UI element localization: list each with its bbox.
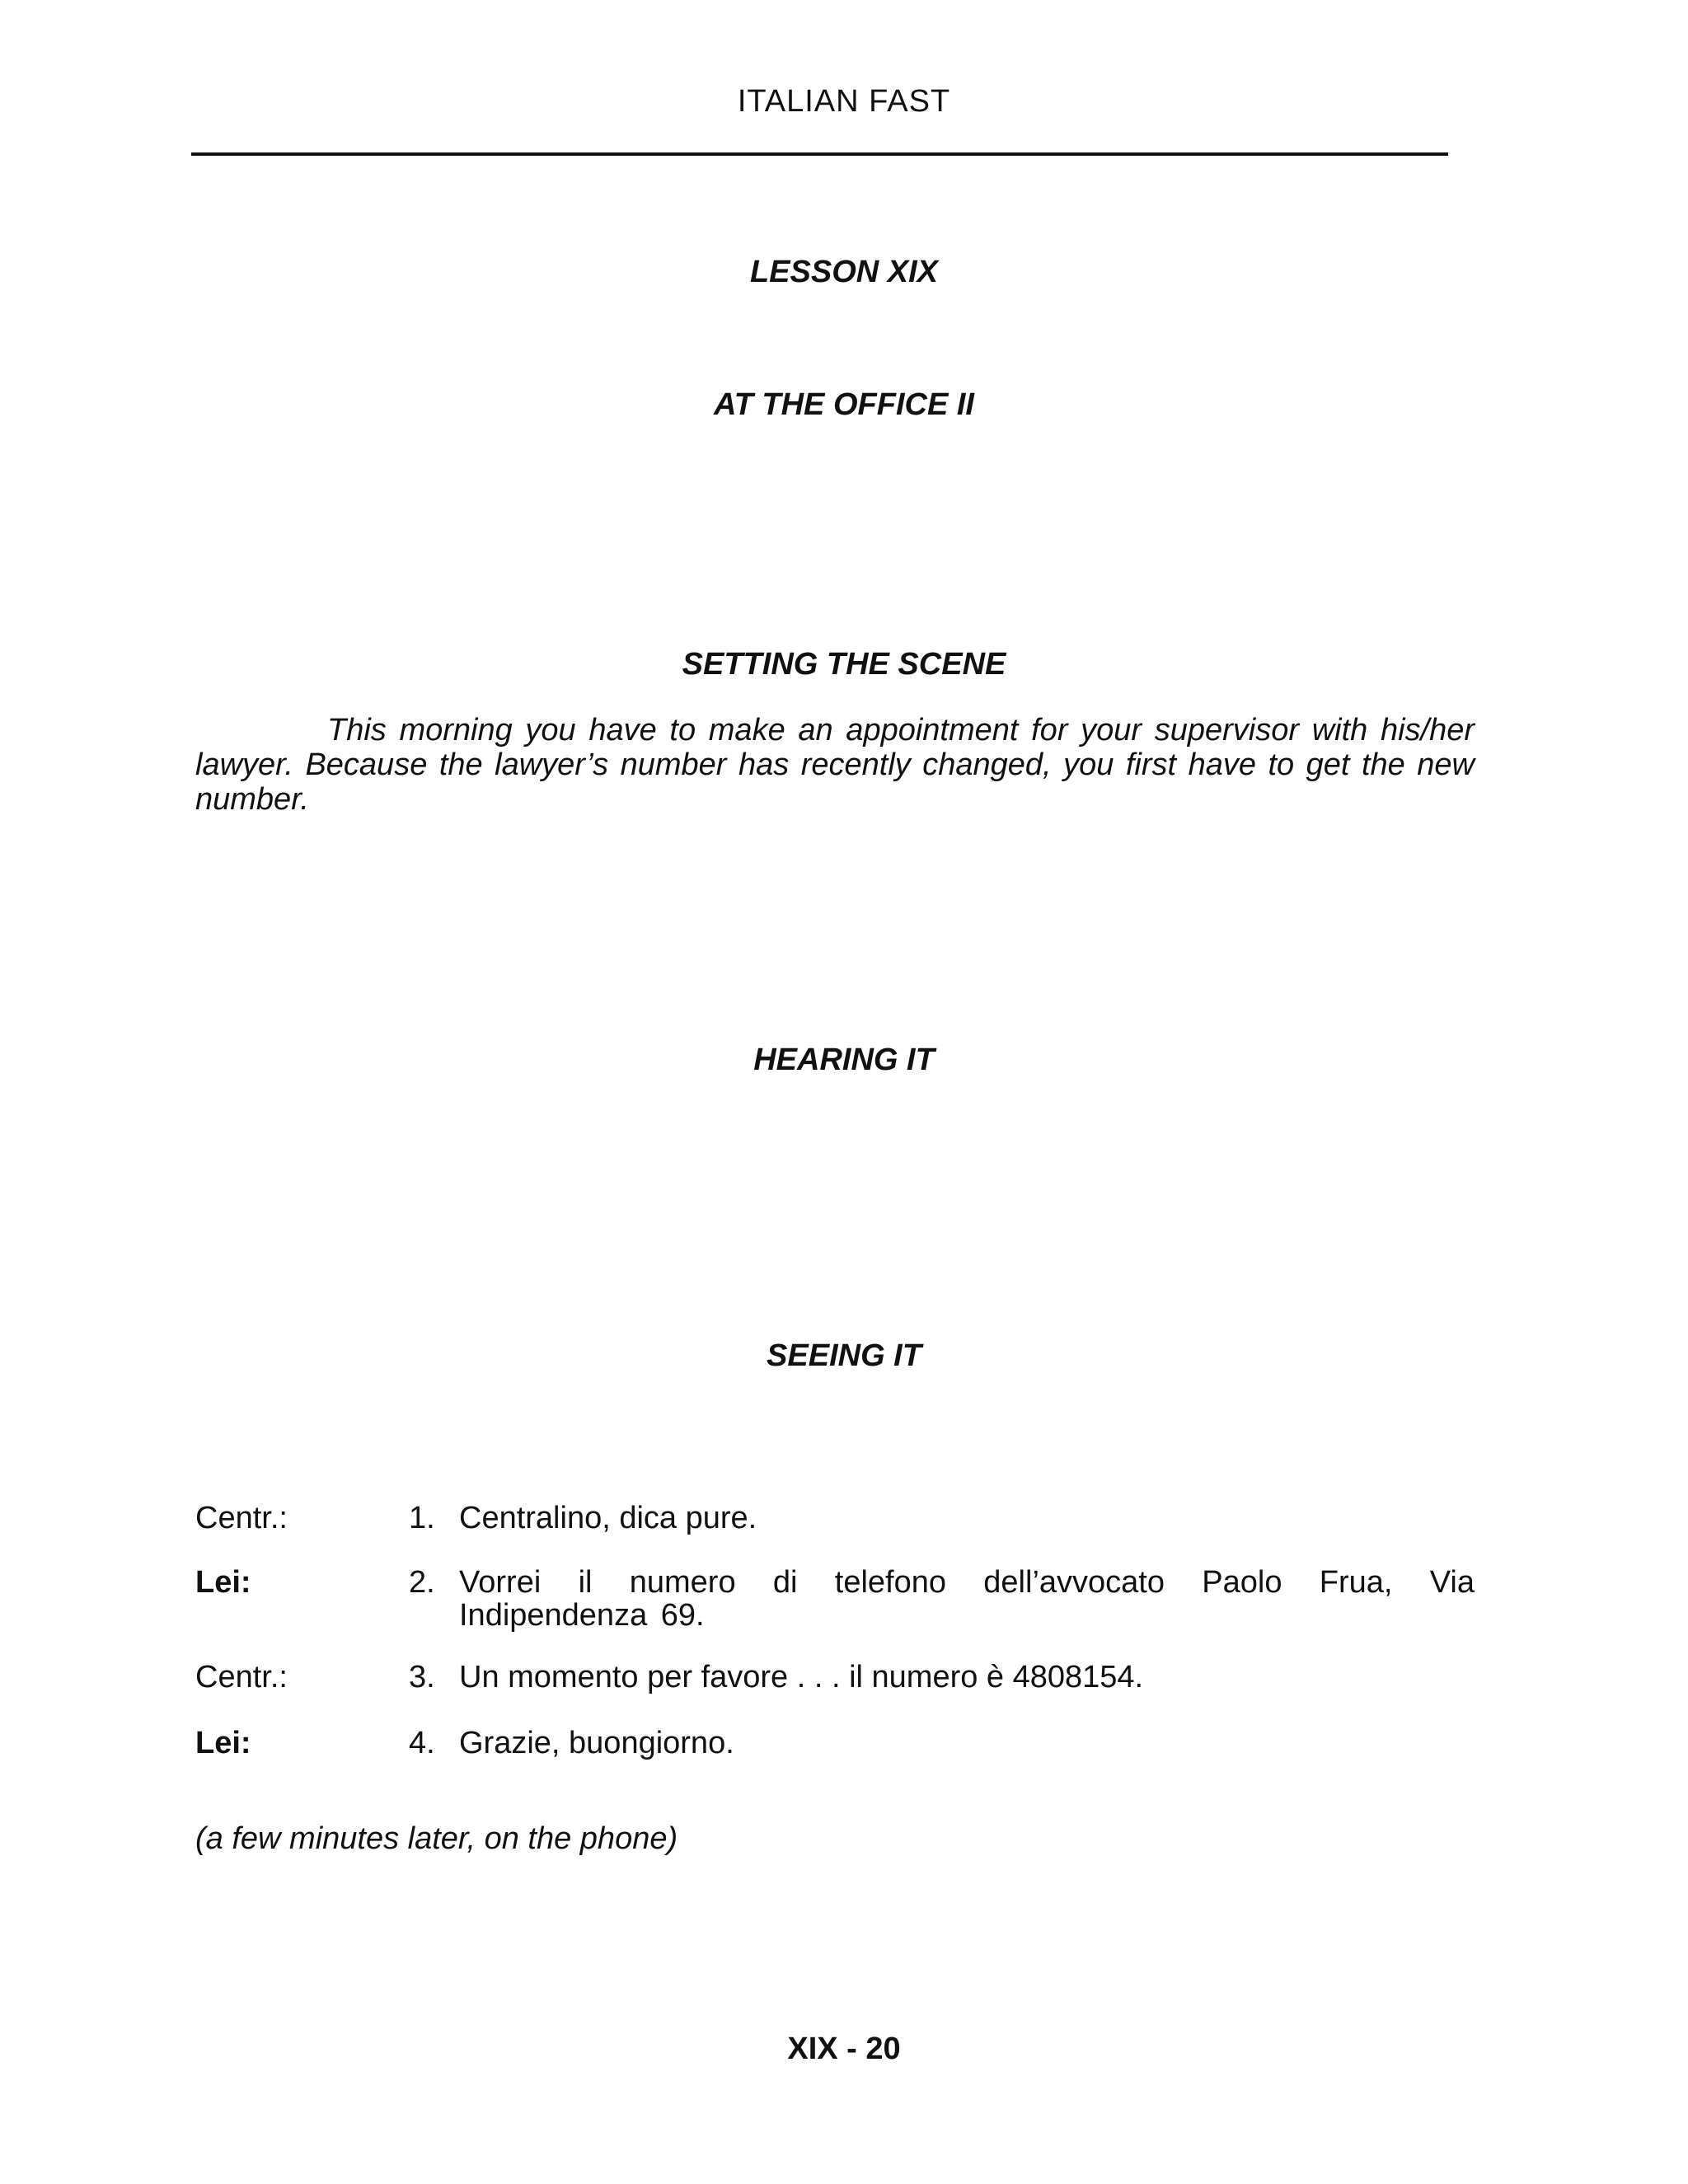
hearing-it-heading: HEARING IT: [753, 1043, 935, 1077]
line-number: 1.: [409, 1501, 435, 1535]
line-number: 2.: [409, 1565, 435, 1600]
setting-the-scene-paragraph: This morning you have to make an appointment for your supervisor with his/her lawyer. Because the lawyer’s number has recently changed, you first have to get the new number.: [195, 713, 1475, 817]
header-rule: [191, 152, 1448, 156]
speaker-label: Centr.:: [195, 1660, 288, 1694]
line-number: 4.: [409, 1726, 435, 1760]
seeing-it-heading: SEEING IT: [767, 1338, 921, 1373]
lesson-title: AT THE OFFICE II: [714, 387, 974, 422]
running-header: ITALIAN FAST: [737, 84, 951, 119]
speaker-label: Centr.:: [195, 1501, 288, 1535]
line-text: Centralino, dica pure.: [459, 1501, 757, 1535]
line-text: Grazie, buongiorno.: [459, 1726, 734, 1760]
speaker-label: Lei:: [195, 1565, 251, 1600]
line-text: Vorrei il numero di telefono dell’avvocato Paolo Frua, Via Indipendenza 69.: [459, 1565, 1475, 1633]
page-number: XIX - 20: [787, 2032, 901, 2066]
speaker-label: Lei:: [195, 1726, 251, 1760]
stage-direction: (a few minutes later, on the phone): [195, 1821, 678, 1856]
line-number: 3.: [409, 1660, 435, 1694]
lesson-number: LESSON XIX: [749, 255, 939, 289]
line-text: Un momento per favore . . . il numero è 4808154.: [459, 1660, 1144, 1694]
setting-the-scene-heading: SETTING THE SCENE: [682, 647, 1006, 682]
